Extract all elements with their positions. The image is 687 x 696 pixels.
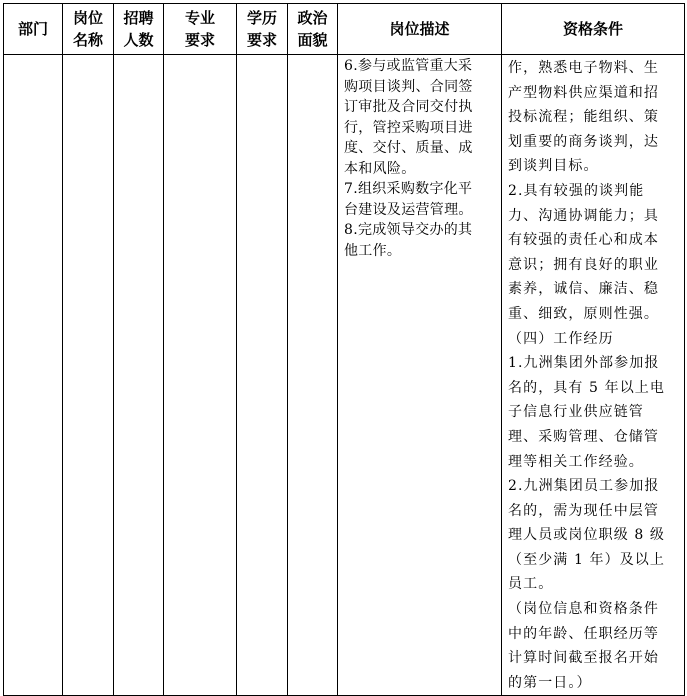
qualification-line: 中的年龄、任职经历等	[508, 625, 659, 642]
qualification-line: 理人员或岗位职级 8 级	[508, 527, 666, 544]
qualification-line: （至少满 1 年）及以上	[508, 551, 666, 568]
description-line: 购项目谈判、合同签	[344, 78, 473, 95]
qualification-line: 理、采购管理、仓储管	[508, 428, 659, 445]
description-line: 他工作。	[344, 242, 402, 259]
qualification-line: 产型物料供应渠道和招	[508, 84, 659, 101]
header-department: 部门	[4, 4, 63, 55]
qualification-line: 投标流程；能组织、策	[508, 109, 659, 126]
qualification-line: 有较强的责任心和成本	[508, 232, 659, 249]
header-description: 岗位描述	[338, 4, 502, 55]
cell-headcount	[114, 55, 164, 696]
description-text	[338, 55, 501, 261]
qualification-line: 计算时间截至报名开始	[508, 650, 659, 667]
qualification-line: 2.九洲集团员工参加报	[508, 478, 660, 495]
cell-education	[237, 55, 288, 696]
cell-qualification	[502, 55, 685, 696]
description-line: 本和风险。	[344, 160, 416, 177]
qualification-line: 理等相关工作经验。	[508, 453, 644, 470]
qualification-line: 员工。	[508, 576, 554, 593]
cell-major	[164, 55, 237, 696]
qualification-line: 名的，具有 5 年以上电	[508, 379, 666, 396]
cell-department	[4, 55, 63, 696]
qualification-line: 到谈判目标。	[508, 158, 599, 175]
description-line: 8.完成领导交办的其	[344, 222, 473, 238]
description-line: 台建设及运营管理。	[344, 201, 473, 218]
qualification-line: 素养，诚信、廉洁、稳	[508, 281, 659, 298]
cell-political-status	[288, 55, 338, 696]
qualification-line: 力、沟通协调能力；具	[508, 207, 659, 224]
qualification-line: （岗位信息和资格条件	[508, 601, 659, 618]
qualification-line: 重、细致，原则性强。	[508, 305, 659, 322]
header-headcount: 招聘 人数	[114, 4, 164, 55]
qualification-line: （四）工作经历	[508, 330, 614, 347]
qualification-line: 的第一日。）	[508, 674, 592, 691]
description-line: 7.组织采购数字化平	[344, 181, 473, 197]
header-major: 专业 要求	[164, 4, 237, 55]
header-position-name: 岗位 名称	[63, 4, 114, 55]
header-row	[4, 4, 685, 55]
description-line: 6.参与或监管重大采	[344, 58, 473, 74]
qualification-line: 子信息行业供应链管	[508, 404, 644, 421]
recruitment-table	[3, 3, 685, 696]
cell-position-name	[63, 55, 114, 696]
description-line: 订审批及合同交付执	[344, 99, 473, 115]
description-line: 行，管控采购项目进	[344, 119, 473, 136]
qualification-line: 2.具有较强的谈判能	[508, 182, 645, 199]
table-row	[4, 55, 685, 696]
qualification-line: 意识；拥有良好的职业	[508, 256, 659, 273]
qualification-line: 划重要的商务谈判，达	[508, 133, 659, 150]
qualification-line: 作，熟悉电子物料、生	[508, 60, 659, 76]
qualification-text	[502, 55, 684, 695]
cell-description	[338, 55, 502, 696]
header-education: 学历 要求	[237, 4, 288, 55]
description-line: 度、交付、质量、成	[344, 140, 473, 156]
qualification-line: 名的，需为现任中层管	[508, 502, 659, 519]
qualification-line: 1.九洲集团外部参加报	[508, 355, 660, 372]
header-qualification: 资格条件	[502, 4, 685, 55]
header-political-status: 政治 面貌	[288, 4, 338, 55]
